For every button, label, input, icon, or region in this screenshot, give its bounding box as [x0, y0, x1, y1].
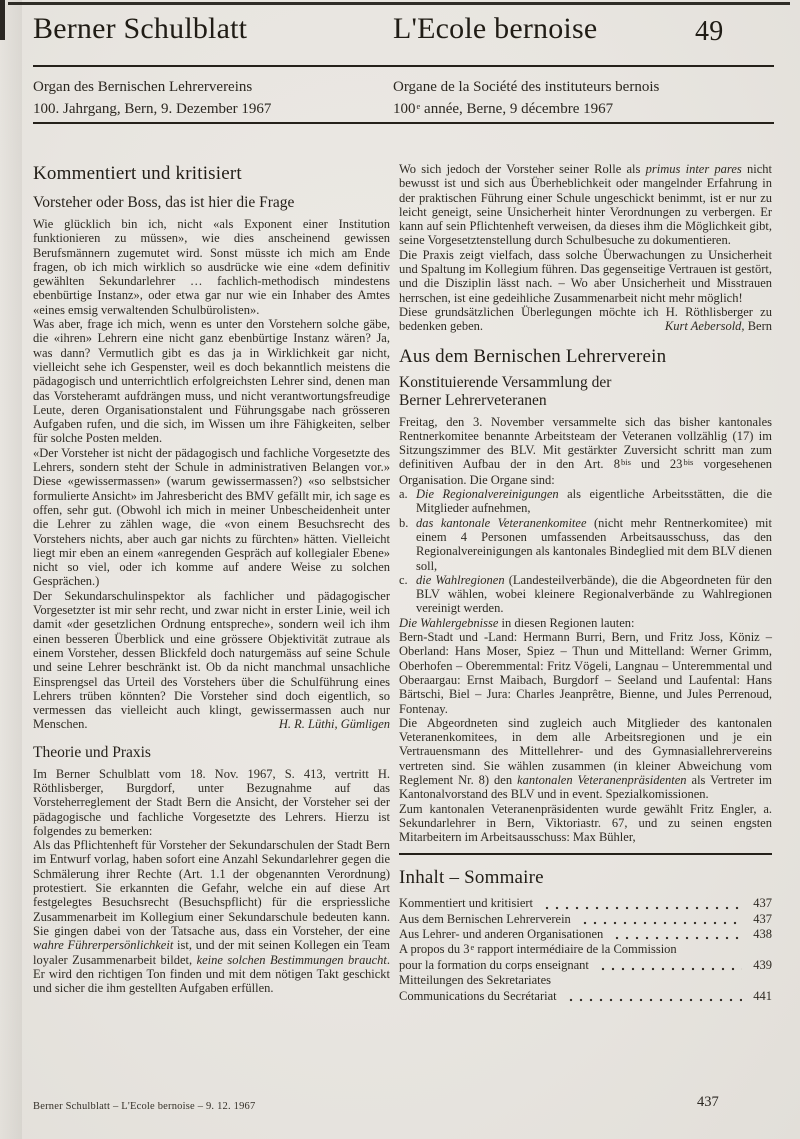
toc-dot-leader [598, 959, 742, 971]
imprint-french [393, 77, 659, 121]
masthead-rule [33, 65, 774, 67]
toc-entry-page: 439 [753, 958, 772, 973]
article-title-versammlung [399, 374, 772, 410]
paragraph: Freitag, den 3. November versammelte sich das bisher kantonales Rentnerkomitee benannte Arbeitsteam der Veteranen vollzählig (17) im Sitzungszimmer des BLV. Mit gestärkter Zuversicht schritt man zum definitiven Aufbau der in den Art. $8^{bis}$ und $23^{bis}$ vorgesehenen Organisation. Die Organe sind: [399, 414, 773, 487]
imprint-rule [33, 122, 774, 124]
toc-entry [399, 942, 772, 958]
paragraph: Als das Pflichtenheft für Vorsteher der Sekundarschulen der Stadt Bern im Entwurf vorlag, haben sofort eine Anzahl Sekundarlehrer gegen die Schmälerung ihrer Rechte (Art. 1.1 der obgenannten Verordnung) protestiert. Sie erkannten die Gefahr, welche ein auf diese Art festgelegtes Besuchsrecht (Besuchspflicht) für die erspriessliche Zusammenarbeit im Kollegium einer Sekundarschule bedeuten kann. Sie gingen dabei von der Tatsache aus, dass ein Vorsteher, der eine wahre Führerpersönlichkeit ist, und der mit seinen Kollegen ein Team loyaler Zusammenarbeit bildet, keine solchen Bestimmungen braucht. Er wird den richtigen Ton finden und mit dem nötigen Takt geschickt und sicher die ihm gestellten Aufgaben erfüllen. [33, 838, 390, 996]
scan-edge-artifact-top [8, 2, 790, 5]
imprint-german [33, 77, 271, 120]
article-title-theorie-und-praxis: Theorie und Praxis [33, 743, 151, 761]
toc-dot-leader [580, 913, 742, 925]
imprint-french-line1: Organe de la Société des instituteurs bernois [393, 79, 660, 95]
toc-dot-leader [612, 928, 742, 940]
right-column [399, 162, 772, 1004]
article-title-vorsteher-oder-boss: Vorsteher oder Boss, das ist hier die Frage [33, 194, 295, 211]
article-title-versammlung-line2: Berner Lehrerveteranen [399, 391, 547, 409]
list-item [399, 573, 772, 616]
organs-list [399, 487, 772, 616]
footer-imprint: Berner Schulblatt – L'Ecole bernoise – 9. 12. 1967 [33, 1101, 256, 1112]
toc-entry-label: Kommentiert und kritisiert [399, 896, 534, 911]
paragraph: Wo sich jedoch der Vorsteher seiner Rolle als primus inter pares nicht bewusst ist und sich aus Überheblichkeit oder mangelnder Erfahrung in der praktischen Führung einer Schule ungeschickt benimmt, ist er nur zu leicht geneigt, seine Unsicherheit hinter Verordnungen zu verbergen. Er kann auf sein Pflichtenheft verweisen, da dieses ihm die Möglichkeit gibt, seine Vorgesetztenstellung durch Schulbesuche zu dokumentieren. [399, 162, 772, 248]
toc-entry-label: Communications du Secrétariat [399, 988, 557, 1003]
imprint-german-line1: Organ des Bernischen Lehrervereins [33, 79, 253, 95]
list-item-text: Die Regionalvereinigungen als eigentliche Arbeitsstätten, die die Mitglieder aufnehmen, [416, 487, 773, 516]
paragraph: Wie glücklich bin ich, nicht «als Exponent einer Institution funktionieren zu müssen», wie dies anscheinend gewissen Berufsmännern zugemutet wird. Sonst müsste ich mich am Ende fragen, ob ich mich wirklich so ausdrücke wie eine «dem definitiv gewählten Sekundarlehrer … fachlich-methodisch mindestens ebenbürtige Instanz», oder etwa gar nur wie ein Inhaber des Amtes «eines emsig verwaltenden Schulbürolisten». [33, 217, 390, 317]
paragraph: Die Abgeordneten sind zugleich auch Mitglieder des kantonalen Veteranenkomitees, in dem alle Arbeitsregionen und je ein Vertrauensmann des Mittellehrer- und des Gymnasiallehrervereins vertreten sind. Sie wählen zusammen (in kleiner Abweichung vom Reglement Nr. 8) den kantonalen Veteranenpräsidenten als Vertreter im Kantonalvorstand des BLV und in event. Spezialkomissionen. [399, 715, 772, 802]
toc-entry-label: pour la formation du corps enseignant [399, 958, 589, 973]
paragraph: Zum kantonalen Veteranenpräsidenten wurde gewählt Fritz Engler, a. Sekundarlehrer in Bern, Viktoriastr. 67, und zu seinen engsten Mitarbeitern im Arbeitsausschuss: Max Bühler, [399, 801, 772, 845]
list-marker: b. [399, 515, 409, 530]
masthead-title-german: Berner Schulblatt [33, 12, 248, 45]
paragraph: Bern-Stadt und -Land: Hermann Burri, Bern, und Fritz Joss, Köniz – Oberland: Hans Moser, Spiez – Thun und Mittelland: Werner Grimm, Oberhofen – Oberemmental: Fritz Vögeli, Langnau – Unteremmental und Oberaargau: Ernst Maibach, Burgdorf – Seeland und Laufental: Hans Bärtschi, Biel – Jura: Charles Jeanprêtre, Bienne, und Jules Perrenoud, Fontenay. [399, 630, 772, 716]
paragraph: Im Berner Schulblatt vom 18. Nov. 1967, S. 413, vertritt H. Röthlisberger, Burgdorf, unter Bezugnahme auf das Vorsteherreglement der Stadt Bern die Ansicht, der Vorsteher sei der pädagogische und fachliche Vorgesetzte des Lehrers. Hierzu ist folgendes zu bemerken: [33, 766, 390, 838]
masthead-title-french: L'Ecole bernoise [393, 12, 598, 45]
toc-dot-leader [566, 990, 743, 1002]
toc-entry-page: 437 [753, 911, 772, 926]
list-marker: c. [399, 572, 408, 587]
scan-edge-shadow-right [0, 0, 22, 1139]
toc-entry [399, 896, 772, 911]
toc-entry-page: 438 [753, 926, 772, 941]
toc-entry [399, 989, 772, 1004]
section-heading-kommentiert: Kommentiert und kritisiert [33, 163, 242, 184]
imprint-german-line2: 100. Jahrgang, Bern, 9. Dezember 1967 [33, 100, 272, 117]
table-of-contents [399, 896, 772, 1003]
article-title-versammlung-line1: Konstituierende Versammlung der [399, 373, 612, 391]
list-item [399, 487, 772, 516]
list-item [399, 516, 772, 573]
footer-page-number: 437 [697, 1094, 719, 1110]
paragraph: Was aber, frage ich mich, wenn es unter den Vorstehern solche gäbe, die «ihren» Lehrern eine nicht ganz ebenbürtige Instanz wären? Ja, was dann? Vermutlich gibt es das ja in Wirklichkeit gar nicht, vielleicht sehe ich Gespenster, weil es doch bekanntlich meistens die pädagogisch und unterrichtlich erfolgreichsten Lehrer sind, denen man das Vorsteheramt aufdrängen muss, und nicht verantwortungsfreudige Leute, deren Organisationstalent und Führungsgabe nach grösseren Aufgaben rufen, und die sich, im Wissen um ihre Fähigkeiten, selber für solche Posten melden. [33, 317, 390, 446]
toc-entry [399, 927, 772, 942]
paragraph: Der Sekundarschulinspektor als fachlicher und pädagogischer Vorgesetzter ist mir sehr recht, und zwar nicht in erster Linie, weil ich damit «der gesetzlichen Ordnung entspreche», sondern weil ich ihm einen besseren Überblick und eine grössere Objektivität zutraue als einem Vorsteher, dessen Blickfeld doch naturgemäss auf seine Schule und seine Lehrer beschränkt ist. Ob da nicht manchmal unsachliche Einsprengsel das Urteil des Vorstehers über die Schulführung eines Lehrers trüben könnten? Die Vorsteher sind doch eigentlich, so vermessen das vielleicht auch klingt, gewissermassen auch nur Menschen. [33, 588, 390, 732]
paragraph: Die Praxis zeigt vielfach, dass solche Überwachungen zu Unsicherheit und Spaltung im Kollegium führen. Das gegenseitige Vertrauen ist gestört, und die Disziplin lässt nach. – Wo aber Unsicherheit und Misstrauen herrschen, ist eine gedeihliche Zusammenarbeit nicht mehr möglich! [399, 247, 772, 305]
toc-heading: Inhalt – Sommaire [399, 867, 544, 889]
paragraph: Diese grundsätzlichen Überlegungen möchte ich H. Röthlisberger zu bedenken geben. [399, 304, 772, 334]
toc-entry [399, 973, 772, 988]
section-heading-lehrerverein: Aus dem Bernischen Lehrerverein [399, 345, 667, 367]
toc-entry-label: Aus Lehrer- und anderen Organisationen [399, 926, 604, 941]
toc-entry-page: 437 [753, 896, 772, 911]
issue-number: 49 [695, 16, 724, 47]
list-item-text: das kantonale Veteranenkomitee (nicht mehr Rentnerkomitee) mit einem 4 Personen umfassenden Arbeitsausschuss, das den Regionalvereinigungen als kantonales Bindeglied mit dem BLV dienen soll, [416, 515, 772, 573]
paragraph: «Der Vorsteher ist nicht der pädagogisch und fachliche Vorgesetzte des Lehrers, sondern steht der Schule in administrativen Belangen vor.» Diese «gewissermassen» (warum gewissermassen?) «so selbstsicher formulierte Ansicht» im Jahresbericht des BMV gefällt mir, ich sage es offen, sehr gut. (Obwohl ich mich in meiner Unbescheidenheit unter die Lehrer zu zählen wage, die «von einem Besuchsrecht des Vorstehers nichts, aber auch gar nichts zu fürchten» hätten. Vielleicht liegt mir eben an einem «anregenden Gespräch auf kollegialer Ebene» nicht so viel, oder ich komme auf andere Weise zu solchen Gesprächen.) [33, 445, 390, 589]
author-signature-aebersold: Kurt Aebersold, Bern [664, 319, 772, 334]
toc-entry-label: Mitteilungen des Sekretariates [399, 973, 552, 988]
toc-entry-label: Aus dem Bernischen Lehrerverein [399, 911, 571, 926]
imprint-french-line2: 100e année, Berne, 9 décembre 1967 [393, 100, 614, 117]
paragraph: Die Wahlergebnisse in diesen Regionen lauten: [399, 615, 635, 630]
list-marker: a. [399, 487, 408, 502]
toc-rule [399, 853, 772, 855]
author-signature-luethi: H. R. Lüthi, Gümligen [278, 717, 390, 732]
list-item-text: die Wahlregionen (Landesteilverbände), die die Abgeordneten für den BLV wählen, wobei kleinere Regionalverbände zu Wahlregionen vereinigt werden. [416, 572, 772, 616]
toc-entry-label: A propos du 3e rapport intermédiaire de la Commission [399, 941, 677, 957]
toc-entry [399, 912, 772, 927]
toc-entry-page: 441 [753, 988, 772, 1003]
toc-entry [399, 958, 772, 973]
left-column [33, 162, 390, 995]
scan-edge-artifact-left [0, 0, 5, 40]
toc-dot-leader [542, 898, 742, 910]
